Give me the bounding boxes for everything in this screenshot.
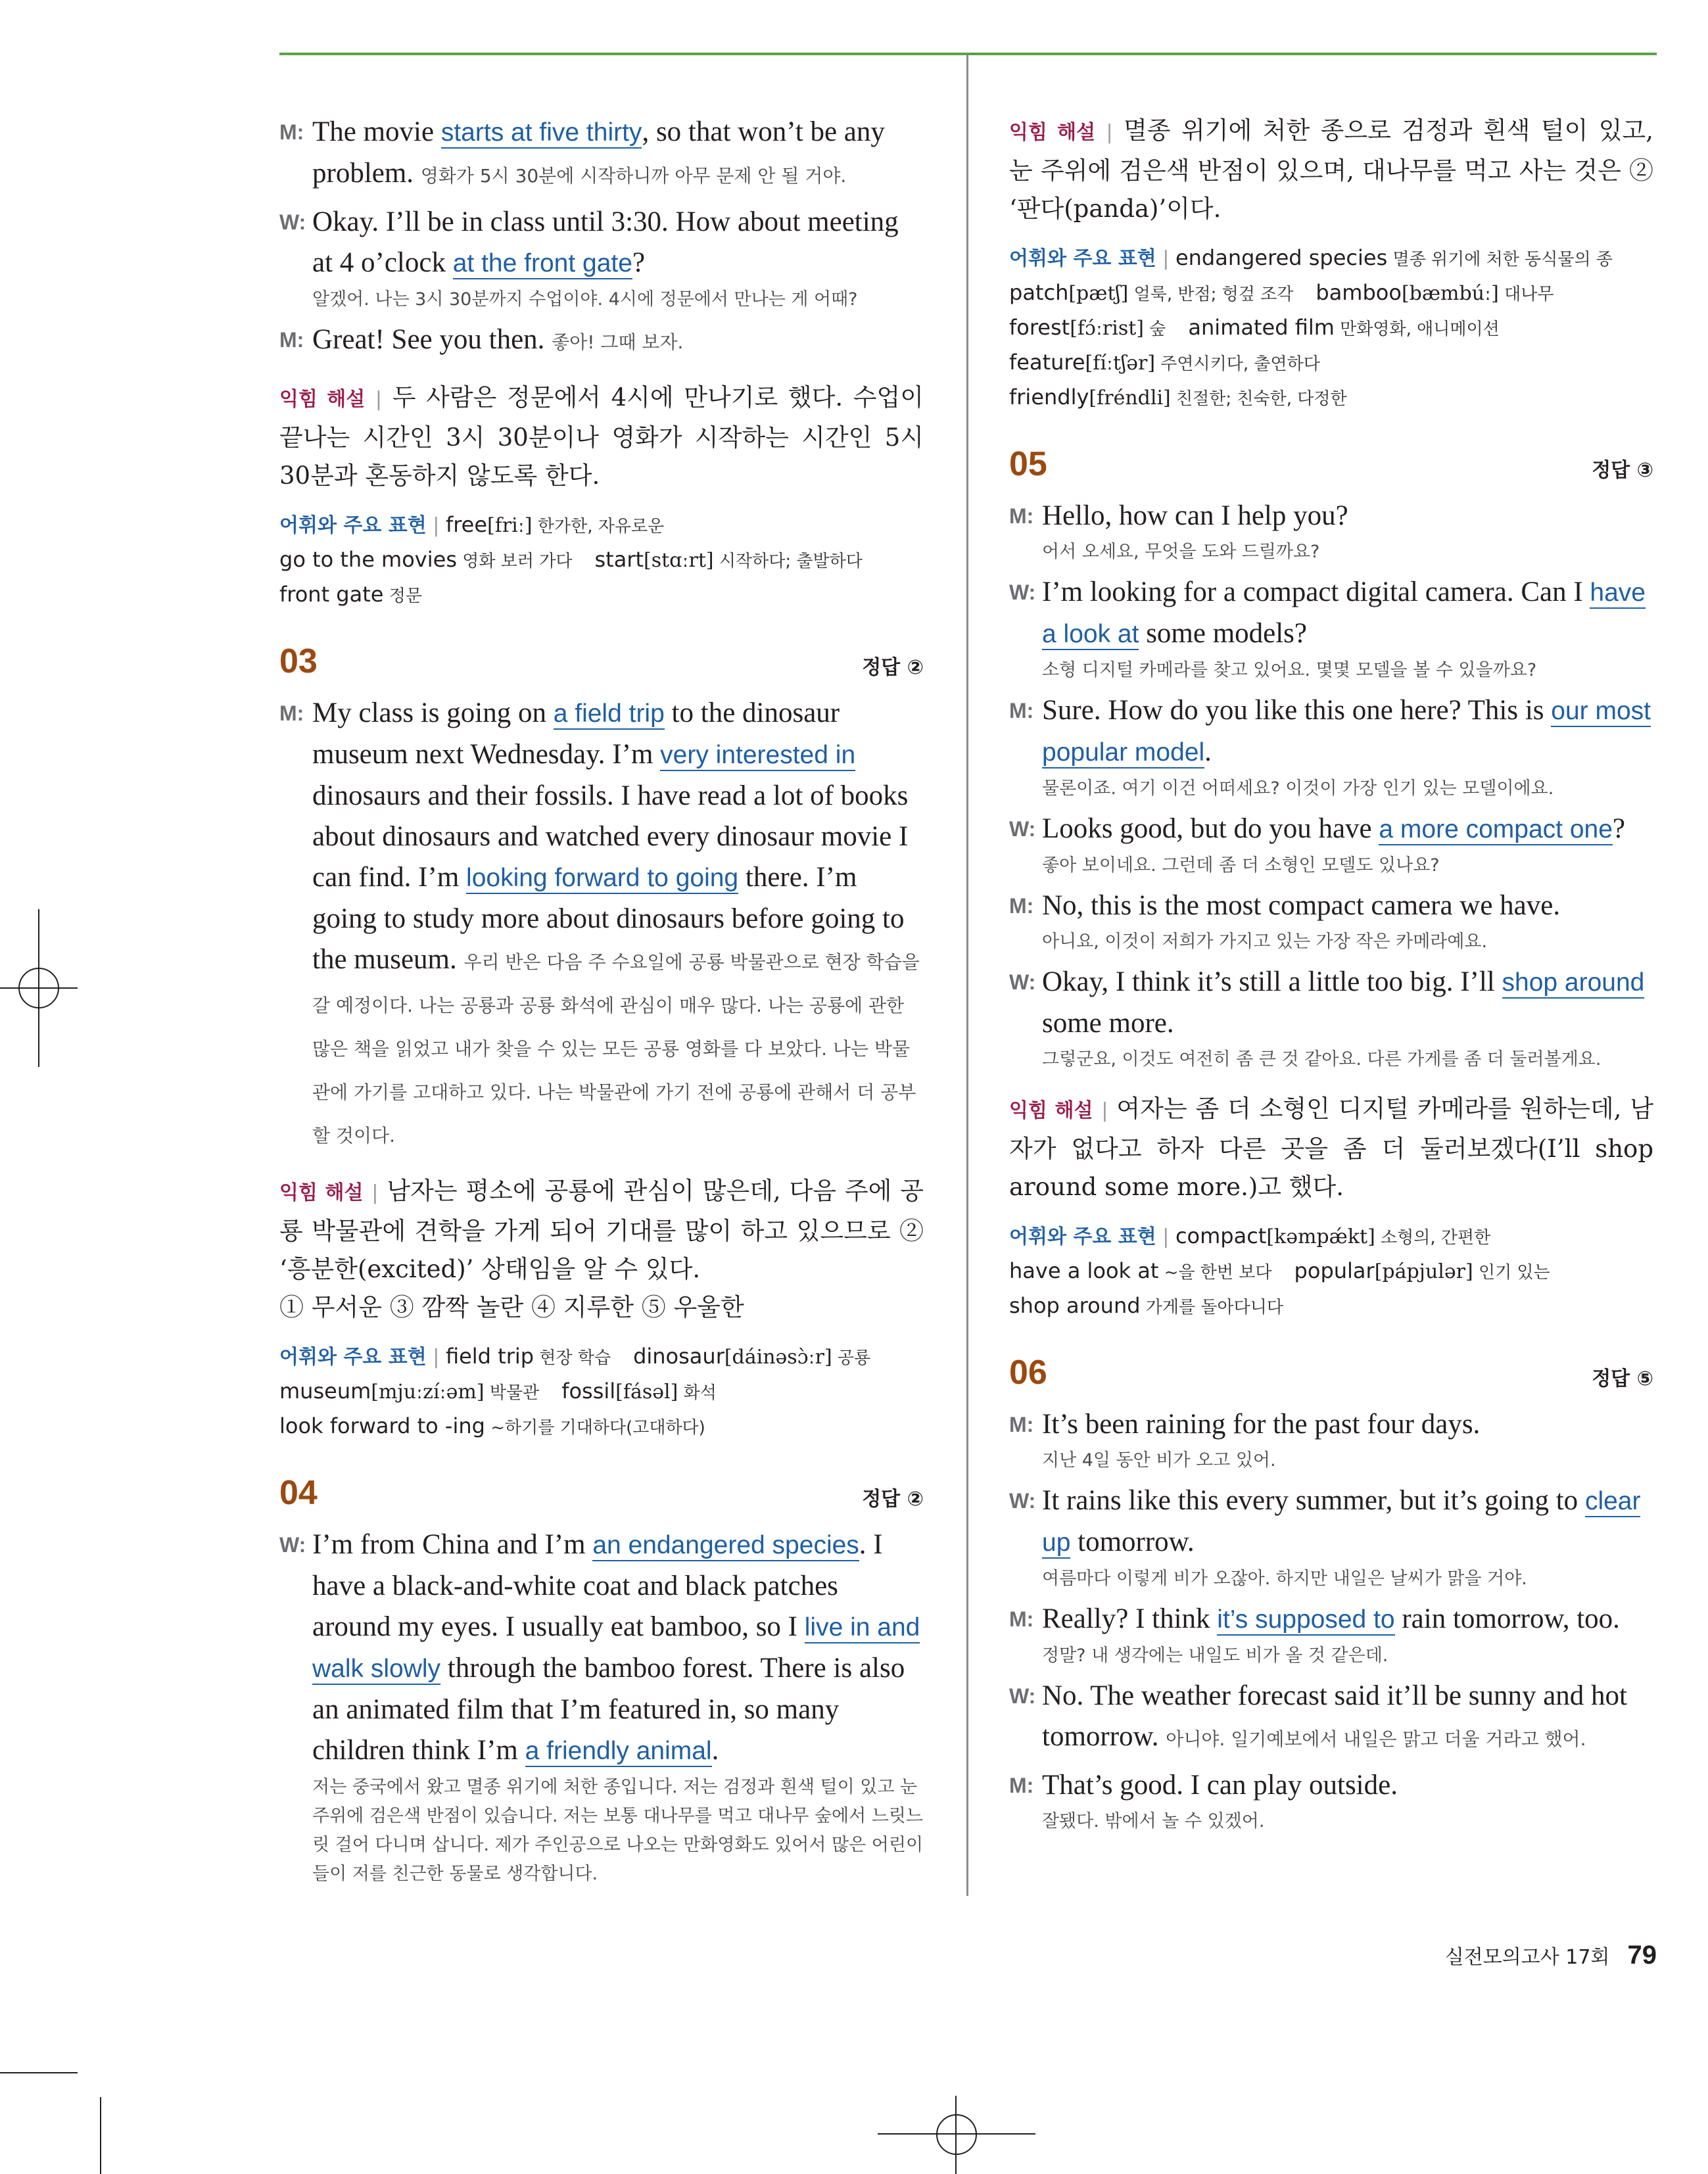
speaker-label: M: [1009,699,1034,722]
vocab-word: front gate [279,582,384,607]
q05-header [1009,444,1653,493]
vocab-tag: 어휘와 주요 표현 [279,1346,427,1369]
vocab-line [279,1375,924,1409]
vocab-gloss: 한가한, 자유로운 [532,517,665,536]
q03-text: My class is going on a field trip to the dinosaur museum next Wednesday. I’m very interested in dinosaurs and their fossils. I have read a lot of books about dinosaurs and watched every dinosaur movie I can find. I’m looking forward to going there. I’m going to study more about dinosaurs before going to the museum. [312,697,909,975]
speaker-label: W: [1009,970,1036,994]
crop-mark [0,2072,78,2073]
left-column [279,112,924,1894]
answer-label: 정답 ② [862,656,924,679]
separator: | [1156,247,1175,270]
english-line: No. The weather forecast said it’ll be sunny and hot tomorrow. [1042,1680,1628,1752]
english-line: It rains like this every summer, but it’s going to clear up tomorrow. [1042,1485,1641,1557]
speaker-label: M: [1009,504,1034,528]
vocab-gloss: 주연시키다, 출연하다 [1155,354,1320,374]
vocab-word: popular [1294,1258,1375,1283]
vocab-phonetic: [fɔ́ːrist] [1070,317,1145,340]
vocab-line [279,543,924,578]
dialogue-line [1009,496,1653,567]
crop-mark [100,2097,101,2174]
korean-translation: 여름마다 이렇게 비가 오잖아. 하지만 내일은 날씨가 맑을 거야. [1042,1569,1527,1589]
dialogue-line [1009,1480,1653,1594]
separator: | [371,1181,379,1204]
speaker-label: W: [1009,1684,1036,1708]
vocab-word: friendly [1009,385,1089,410]
vocab-line [1009,241,1653,276]
vocab-gloss: 영화 보러 가다 [456,552,573,571]
page-footer [1445,1941,1657,1970]
english-line: Great! See you then. [312,324,552,355]
speaker-label: W: [1009,817,1036,841]
korean-translation: 소형 디지털 카메라를 찾고 있어요. 몇몇 모델을 볼 수 있을까요? [1042,660,1537,680]
speaker-label: M: [1009,1607,1034,1631]
key-phrase: very interested in [660,741,855,771]
speaker-label: W: [1009,580,1036,604]
vocab-word: shop around [1009,1293,1141,1318]
q02-expl-text: 두 사람은 정문에서 4시에 만나기로 했다. 수업이 끝나는 시간인 3시 30분이나 영화가 시작하는 시간인 5시 30분과 혼동하지 않도록 한다. [279,383,924,490]
dialogue-line [1009,572,1653,685]
dialogue-line [1009,1765,1653,1836]
vocab-tag: 어휘와 주요 표현 [1009,1225,1156,1248]
english-line: Really? I think it’s supposed to rain tomorrow, too. [1042,1603,1620,1634]
expl-tag: 익힘 해설 [279,388,366,411]
q04-header [279,1473,924,1522]
column-divider [966,55,968,1896]
q05-dialogue [1009,496,1653,1074]
vocab-tag: 어휘와 주요 표현 [279,514,427,537]
english-line: That’s good. I can play outside. [1042,1770,1398,1801]
speaker-label: M: [1009,1413,1034,1436]
key-phrase: a friendly animal [525,1737,712,1767]
korean-translation: 어서 오세요, 무엇을 도와 드릴까요? [1042,542,1320,562]
vocab-word: dinosaur [633,1344,724,1369]
footer-title: 실전모의고사 17회 [1444,1946,1610,1969]
key-phrase: our most popular model [1042,697,1651,768]
dialogue-line [1009,809,1653,880]
vocab-word: museum [279,1379,371,1404]
right-column [1009,112,1653,1841]
vocab-line [1009,1219,1653,1254]
vocab-word: feature [1009,350,1085,375]
vocab-line [1009,276,1653,311]
vocab-gloss: 박물관 [484,1383,540,1403]
key-phrase: shop around [1502,968,1645,999]
dialogue-line [1009,1599,1653,1670]
separator: | [1106,121,1113,144]
vocab-word: endangered species [1175,245,1388,270]
english-line: I’m looking for a compact digital camera. Can I have a look at some models? [1042,577,1646,649]
speaker-label: M: [279,120,304,144]
q03-options: ① 무서운 ③ 깜짝 놀란 ④ 지루한 ⑤ 우울한 [279,1293,744,1321]
expl-tag: 익힘 해설 [1009,1099,1093,1122]
vocab-word: free [445,512,488,537]
q03-explanation [279,1172,924,1327]
dialogue-line [279,112,924,197]
separator: | [1156,1225,1175,1248]
dialogue-line [279,202,924,314]
page-number: 79 [1627,1941,1657,1970]
q03-translation: 우리 반은 다음 주 수요일에 공룡 박물관으로 현장 학습을 갈 예정이다. 나는 공룡과 공룡 화석에 관심이 매우 많다. 나는 공룡에 관한 많은 책을 읽었고 내가 찾을 수 있는 모든 공룡 영화를 다 보았다. 나는 박물관에 가기를 고대하고 있다. 나는 박물관에 가기 전에 공룡에 관해서 더 공부할 것이다. [312,951,920,1146]
vocab-gloss: 정문 [383,586,422,606]
english-line: Okay. I’ll be in class until 3:30. How about meeting at 4 o’clock at the front gate? [312,206,899,278]
vocab-phonetic: [fíːtʃər] [1085,352,1156,375]
english-line: No, this is the most compact camera we have. [1042,890,1561,921]
q04-text: I’m from China and I’m an endangered species. I have a black-and-white coat and black patches around my eyes. I usually eat bamboo, so I live in and walk slowly through the bamboo forest. There is also an animated film that I’m featured in, so many children think I’m a friendly animal. [312,1529,920,1766]
vocab-line [279,1340,924,1375]
vocab-word: look forward to -ing [279,1413,485,1438]
korean-translation: 지난 4일 동안 비가 오고 있어. [1042,1450,1276,1471]
english-line: Looks good, but do you have a more compact one? [1042,813,1625,844]
speaker-label: W: [1009,1489,1036,1513]
speaker-label: M: [1009,894,1034,918]
vocab-phonetic: [stɑːrt] [644,549,714,572]
korean-translation: 아니요, 이것이 저희가 가지고 있는 가장 작은 카메라예요. [1042,932,1488,952]
vocab-line [1009,311,1653,346]
speaker-label: W: [279,210,306,234]
q04-monologue [279,1524,924,1889]
speaker-label: M: [279,328,304,352]
q05-expl-text: 여자는 좀 더 소형인 디지털 카메라를 원하는데, 남자가 없다고 하자 다른 곳을 좀 더 둘러보겠다(I’ll shop around some more.)고 했다. [1009,1095,1654,1201]
vocab-gloss: 만화영화, 애니메이션 [1334,319,1500,339]
q03-monologue [279,693,924,1156]
vocab-line [1009,381,1653,415]
vocab-gloss: 시작하다; 출발하다 [713,552,863,571]
question-number: 05 [1009,445,1047,483]
vocab-word: fossil [561,1379,616,1404]
english-line: Sure. How do you like this one here? This is our most popular model. [1042,695,1651,767]
vocab-gloss: 대나무 [1498,285,1554,304]
korean-translation: 그렇군요, 이것도 여전히 좀 큰 것 같아요. 다른 가게를 좀 더 둘러볼게요. [1042,1049,1601,1070]
english-line: Hello, how can I help you? [1042,500,1348,531]
q05-vocab [1009,1219,1653,1324]
vocab-word: bamboo [1316,280,1402,305]
separator: | [426,514,446,537]
answer-label: 정답 ⑤ [1592,1367,1653,1390]
speaker-label: W: [279,1533,306,1557]
q03-vocab [279,1340,924,1444]
key-phrase: live in and walk slowly [312,1613,920,1685]
vocab-gloss: 현장 학습 [534,1348,611,1368]
dialogue-line [279,319,924,363]
key-phrase: at the front gate [453,249,632,279]
key-phrase: a more compact one [1379,815,1613,845]
key-phrase: have a look at [1042,579,1646,650]
vocab-gloss: 가게를 돌아다니다 [1140,1298,1283,1317]
speaker-label: M: [279,701,304,725]
vocab-word: compact [1175,1223,1267,1248]
vocab-gloss: 소형의, 간편한 [1375,1228,1491,1248]
vocab-gloss: 친절한; 친숙한, 다정한 [1170,389,1347,409]
q02-explanation [279,379,924,495]
vocab-gloss: 화석 [678,1383,717,1403]
vocab-gloss: 얼룩, 반점; 헝겊 조각 [1128,285,1294,304]
vocab-gloss: 인기 있는 [1473,1263,1550,1283]
korean-translation: 정말? 내 생각에는 내일도 비가 올 것 같은데. [1042,1645,1388,1666]
vocab-phonetic: [bæmbúː] [1401,282,1499,305]
registration-mark [18,968,59,1008]
vocab-gloss: 공룡 [832,1348,871,1368]
korean-translation: 좋아! 그때 보자. [552,331,684,353]
english-line: Okay, I think it’s still a little too big. I’ll shop around some more. [1042,966,1645,1039]
vocab-word: field trip [445,1344,534,1369]
korean-translation: 영화가 5시 30분에 시작하니까 아무 문제 안 될 거야. [420,165,847,187]
key-phrase: a field trip [554,699,665,730]
q03-expl-text: 남자는 평소에 공룡에 관심이 많은데, 다음 주에 공룡 박물관에 견학을 가게 되어 기대를 많이 하고 있으므로 ② ‘흥분한(excited)’ 상태임을 알 수 있다. [279,1177,924,1283]
vocab-word: have a look at [1009,1258,1159,1283]
vocab-phonetic: [fásəl] [615,1381,678,1404]
q02-dialogue-tail [279,112,924,363]
question-number: 06 [1009,1354,1047,1392]
vocab-gloss: ~하기를 기대하다(고대하다) [485,1418,705,1438]
q06-header [1009,1353,1653,1402]
q03-header [279,642,924,690]
vocab-phonetic: [kəmpǽkt] [1266,1225,1375,1248]
vocab-line [279,1409,924,1444]
dialogue-line [1009,1676,1653,1760]
key-phrase: it’s supposed to [1217,1605,1394,1636]
key-phrase: starts at five thirty [441,118,642,149]
vocab-line [1009,1254,1653,1289]
dialogue-line [1009,1404,1653,1475]
answer-label: 정답 ③ [1592,459,1653,482]
korean-translation: 좋아 보이네요. 그런데 좀 더 소형인 모델도 있나요? [1042,855,1440,876]
korean-translation: 물론이죠. 여기 이건 어떠세요? 이것이 가장 인기 있는 모델이에요. [1042,778,1554,799]
q02-vocab [279,508,924,613]
vocab-phonetic: [friː] [487,514,533,537]
q05-explanation [1009,1090,1653,1206]
dialogue-line [1009,690,1653,803]
dialogue-line [1009,886,1653,957]
vocab-phonetic: [fréndli] [1089,387,1171,410]
vocab-line [279,508,924,543]
q04-vocab [1009,241,1653,415]
q04-explanation [1009,112,1653,228]
key-phrase: looking forward to going [466,864,738,894]
vocab-phonetic: [dáinəsɔ̀ːr] [724,1346,832,1369]
vocab-word: animated film [1188,315,1335,340]
registration-mark [936,2114,977,2155]
vocab-tag: 어휘와 주요 표현 [1009,247,1156,270]
vocab-gloss: 멸종 위기에 처한 동식물의 종 [1387,250,1613,270]
vocab-phonetic: [pápjulər] [1374,1260,1473,1283]
vocab-phonetic: [pætʃ] [1068,282,1129,305]
vocab-word: patch [1009,280,1069,305]
q04-expl-text: 멸종 위기에 처한 종으로 검정과 흰색 털이 있고, 눈 주위에 검은색 반점이 있으며, 대나무를 먹고 사는 것은 ② ‘판다(panda)’이다. [1009,116,1654,223]
speaker-label: M: [1009,1774,1034,1797]
key-phrase: an endangered species [592,1531,859,1561]
korean-translation: 알겠어. 나는 3시 30분까지 수업이야. 4시에 정문에서 만나는 게 어때? [312,289,858,310]
question-number: 04 [279,1474,318,1512]
separator: | [426,1346,446,1369]
vocab-word: go to the movies [279,547,457,572]
q04-translation: 저는 중국에서 왔고 멸종 위기에 처한 종입니다. 저는 검정과 흰색 털이 있고 눈 주위에 검은색 반점이 있습니다. 저는 보통 대나무를 먹고 대나무 숲에서 느릿느릿 걸어 다니며 삽니다. 제가 주인공으로 나오는 만화영화도 있어서 많은 어린이들이 저를 친근한 동물로 생각합니다. [312,1777,924,1884]
korean-translation: 아니야. 일기예보에서 내일은 맑고 더울 거라고 했어. [1166,1728,1586,1750]
vocab-line [1009,346,1653,381]
q06-dialogue [1009,1404,1653,1836]
separator: | [375,388,383,411]
vocab-line [279,578,924,613]
vocab-gloss: ~을 한번 보다 [1158,1263,1272,1283]
vocab-line [1009,1289,1653,1324]
answer-label: 정답 ② [862,1488,924,1511]
vocab-word: start [594,547,644,572]
vocab-word: forest [1009,315,1070,340]
key-phrase: clear up [1042,1487,1640,1559]
expl-tag: 익힘 해설 [279,1181,364,1204]
english-line: It’s been raining for the past four days. [1042,1409,1481,1440]
vocab-phonetic: [mjuːzíːəm] [371,1381,485,1404]
question-number: 03 [279,642,318,680]
vocab-gloss: 숲 [1144,319,1166,339]
korean-translation: 잘됐다. 밖에서 놀 수 있겠어. [1042,1811,1265,1831]
english-line: The movie starts at five thirty, so that won’t be any problem. [312,116,885,189]
separator: | [1101,1099,1108,1122]
expl-tag: 익힘 해설 [1009,121,1096,144]
dialogue-line [1009,962,1653,1074]
